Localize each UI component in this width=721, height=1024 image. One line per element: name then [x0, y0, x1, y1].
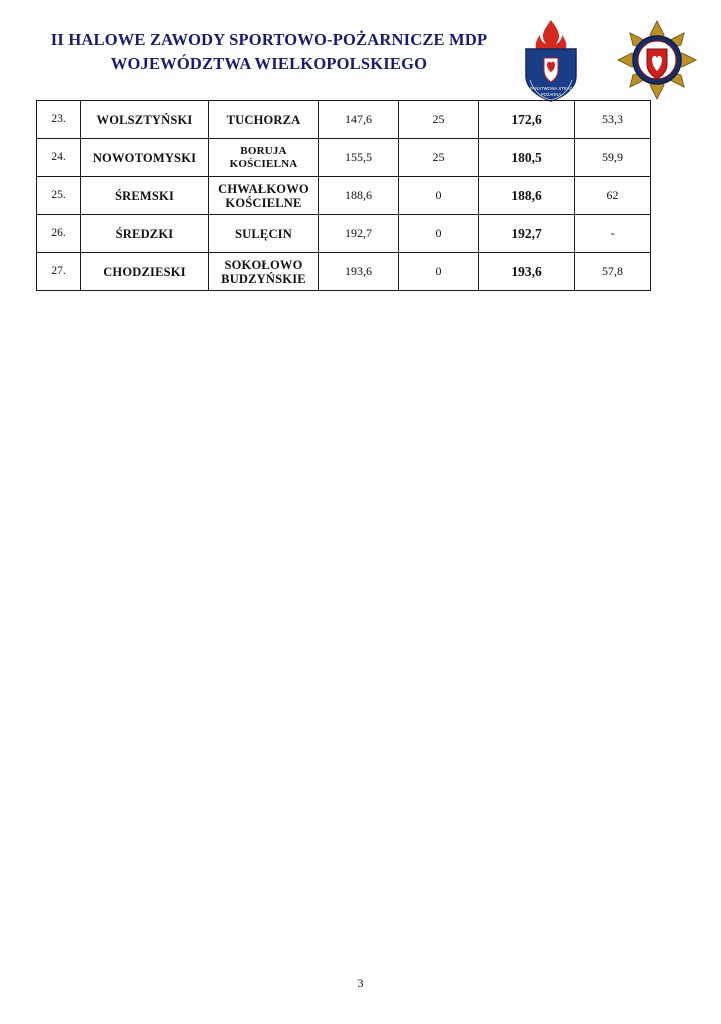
- cell-total: 193,6: [479, 253, 575, 291]
- cell-extra: 62: [575, 177, 651, 215]
- title-line-1: II HALOWE ZAWODY SPORTOWO-POŻARNICZE MDP: [50, 30, 488, 49]
- cell-rank: 25.: [37, 177, 81, 215]
- cell-extra: 59,9: [575, 139, 651, 177]
- cell-total: 180,5: [479, 139, 575, 177]
- cell-time: 188,6: [319, 177, 399, 215]
- cell-powiat: NOWOTOMYSKI: [81, 139, 209, 177]
- table-row: [37, 253, 651, 291]
- cell-unit: SOKOŁOWO BUDZYŃSKIE: [209, 253, 319, 291]
- cell-penalty: 0: [399, 253, 479, 291]
- cell-total: 188,6: [479, 177, 575, 215]
- cell-rank: 27.: [37, 253, 81, 291]
- cell-penalty: 0: [399, 177, 479, 215]
- cell-total: 192,7: [479, 215, 575, 253]
- psp-emblem: [512, 18, 590, 102]
- document-header: [0, 18, 721, 97]
- cell-unit: BORUJA KOŚCIELNA: [209, 139, 319, 177]
- table-row: [37, 139, 651, 177]
- table-row: [37, 101, 651, 139]
- cell-extra: 57,8: [575, 253, 651, 291]
- cell-powiat: CHODZIESKI: [81, 253, 209, 291]
- cell-powiat: ŚREDZKI: [81, 215, 209, 253]
- document-footer: [0, 974, 721, 992]
- cell-powiat: WOLSZTYŃSKI: [81, 101, 209, 139]
- title-line-2: WOJEWÓDZTWA WIELKOPOLSKIEGO: [110, 53, 428, 73]
- cell-penalty: 0: [399, 215, 479, 253]
- cell-rank: 26.: [37, 215, 81, 253]
- cell-powiat: ŚREMSKI: [81, 177, 209, 215]
- zosp-emblem: [614, 18, 700, 102]
- cell-time: 192,7: [319, 215, 399, 253]
- cell-time: 147,6: [319, 101, 399, 139]
- results-table-container: [36, 100, 650, 291]
- page-title: [34, 28, 504, 76]
- svg-text:POŻARNA: POŻARNA: [540, 92, 562, 97]
- cell-total: 172,6: [479, 101, 575, 139]
- cell-penalty: 25: [399, 101, 479, 139]
- cell-extra: -: [575, 215, 651, 253]
- cell-time: 193,6: [319, 253, 399, 291]
- cell-unit: SULĘCIN: [209, 215, 319, 253]
- cell-time: 155,5: [319, 139, 399, 177]
- cell-penalty: 25: [399, 139, 479, 177]
- cell-unit: CHWAŁKOWO KOŚCIELNE: [209, 177, 319, 215]
- table-row: [37, 177, 651, 215]
- svg-text:PAŃSTWOWA STRAŻ: PAŃSTWOWA STRAŻ: [529, 86, 573, 91]
- page-number: 3: [357, 976, 364, 990]
- results-table: [36, 100, 651, 291]
- cell-rank: 23.: [37, 101, 81, 139]
- cell-unit: TUCHORZA: [209, 101, 319, 139]
- table-row: [37, 215, 651, 253]
- cell-extra: 53,3: [575, 101, 651, 139]
- results-table-body: [37, 101, 651, 291]
- cell-rank: 24.: [37, 139, 81, 177]
